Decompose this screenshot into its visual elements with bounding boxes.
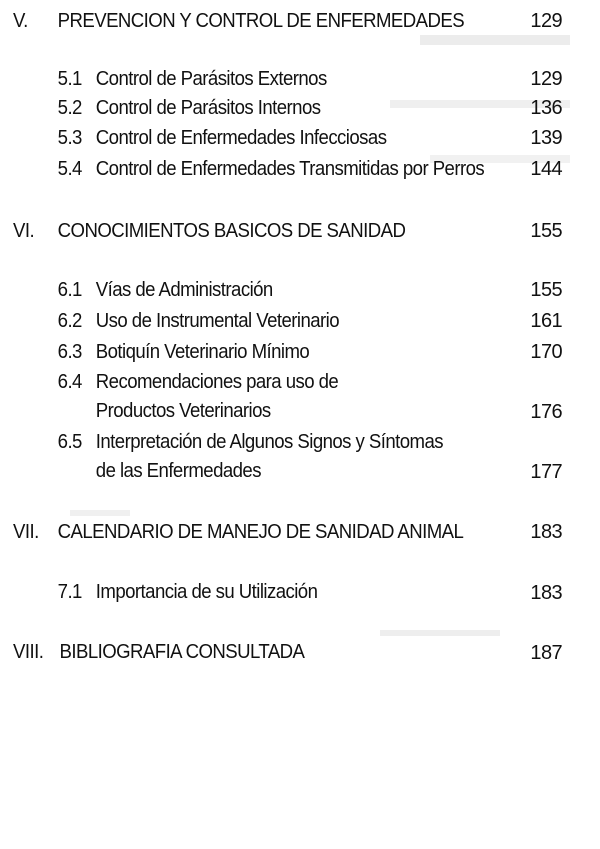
chapter-title: CALENDARIO DE MANEJO DE SANIDAD ANIMAL <box>57 521 464 543</box>
section-title: Recomendaciones para uso de <box>95 371 339 393</box>
section-title: Control de Enfermedades Transmitidas por Perros <box>95 158 485 180</box>
chapter-title: BIBLIOGRAFIA CONSULTADA <box>59 641 305 663</box>
toc-section-row <box>0 369 558 395</box>
section-page-number: 176 <box>530 401 562 423</box>
section-title-continued: Productos Veterinarios <box>95 400 271 422</box>
toc-section-row <box>0 277 558 303</box>
section-title-continued: de las Enfermedades <box>95 460 261 482</box>
section-page-number: 177 <box>530 461 562 483</box>
bleed-through-mark <box>380 630 500 636</box>
section-page-number: 139 <box>530 127 562 149</box>
section-page-number: 183 <box>530 582 562 604</box>
chapter-title: PREVENCION Y CONTROL DE ENFERMEDADES <box>57 10 465 32</box>
section-number: 5.4 <box>57 158 82 180</box>
section-page-number: 136 <box>530 97 562 119</box>
chapter-number: V. <box>13 10 28 32</box>
bleed-through-mark <box>420 35 570 45</box>
section-page-number: 129 <box>530 68 562 90</box>
section-number: 7.1 <box>57 581 82 603</box>
section-number: 5.1 <box>57 68 82 90</box>
section-number: 6.4 <box>57 371 82 393</box>
chapter-title: CONOCIMIENTOS BASICOS DE SANIDAD <box>57 220 406 242</box>
bleed-through-mark <box>70 510 130 516</box>
section-page-number: 155 <box>530 279 562 301</box>
section-page-number: 170 <box>530 341 562 363</box>
toc-section-row <box>0 429 558 455</box>
section-number: 6.5 <box>57 431 82 453</box>
toc-chapter-row <box>0 519 558 545</box>
toc-section-row <box>0 339 558 365</box>
section-title: Interpretación de Algunos Signos y Síntomas <box>95 431 443 453</box>
toc-chapter-row <box>0 8 558 34</box>
toc-section-row <box>0 125 558 151</box>
toc-section-continuation <box>0 398 558 424</box>
section-title: Uso de Instrumental Veterinario <box>95 310 340 332</box>
section-number: 6.2 <box>57 310 82 332</box>
section-page-number: 144 <box>530 158 562 180</box>
section-number: 5.3 <box>57 127 82 149</box>
section-title: Botiquín Veterinario Mínimo <box>95 341 310 363</box>
section-title: Vías de Administración <box>95 279 273 301</box>
chapter-page-number: 155 <box>530 220 562 242</box>
section-number: 6.1 <box>57 279 82 301</box>
chapter-page-number: 183 <box>530 521 562 543</box>
toc-section-row <box>0 95 558 121</box>
section-page-number: 161 <box>530 310 562 332</box>
chapter-number: VI. <box>13 220 35 242</box>
section-number: 6.3 <box>57 341 82 363</box>
toc-section-row <box>0 66 558 92</box>
section-title: Importancia de su Utilización <box>95 581 318 603</box>
toc-chapter-row <box>0 639 558 665</box>
toc-section-row <box>0 579 558 605</box>
chapter-number: VII. <box>13 521 39 543</box>
section-number: 5.2 <box>57 97 82 119</box>
toc-section-row <box>0 308 558 334</box>
toc-chapter-row <box>0 218 558 244</box>
section-title: Control de Parásitos Externos <box>95 68 327 90</box>
section-title: Control de Enfermedades Infecciosas <box>95 127 387 149</box>
chapter-page-number: 129 <box>530 10 562 32</box>
chapter-page-number: 187 <box>530 642 562 664</box>
chapter-number: VIII. <box>13 641 44 663</box>
toc-section-continuation <box>0 458 558 484</box>
toc-section-row <box>0 156 558 182</box>
section-title: Control de Parásitos Internos <box>95 97 321 119</box>
